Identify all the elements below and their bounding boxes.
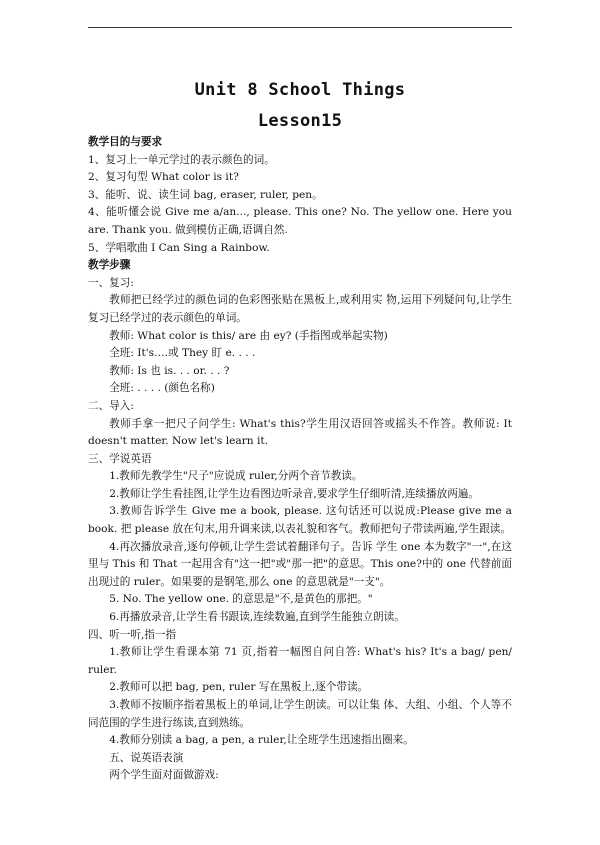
paragraph: 2.教师让学生看挂图,让学生边看图边听录音,要求学生仔细听清,连续播放两遍。 — [109, 487, 479, 500]
paragraph: 教师: Is 也 is. . . or. . . ? — [109, 364, 230, 377]
lesson-title: Lesson15 — [257, 111, 343, 131]
document-title: Unit 8 School Things — [194, 80, 406, 100]
document-body — [88, 134, 512, 785]
paragraph: 1、复习上一单元学过的表示颜色的词。 — [88, 153, 275, 166]
header-rule — [88, 27, 512, 28]
paragraph: 四、听一听,指一指 — [88, 628, 177, 641]
paragraph: 三、学说英语 — [88, 452, 152, 465]
paragraph: 一、复习: — [88, 276, 134, 289]
paragraph: 教师: What color is this/ are 由 ey? (手指图或举起实物) — [109, 329, 388, 342]
paragraph: 6.再播放录音,让学生看书跟读,连续数遍,直到学生能独立朗读。 — [109, 611, 405, 624]
paragraph: 二、导入: — [88, 399, 134, 412]
paragraph: 2.教师可以把 bag, pen, ruler 写在黑板上,逐个带读。 — [109, 681, 369, 694]
paragraph: 4、能听懂会说 Give me a/an..., please. This one? No. The yellow one. Here you are. Thank you. 做到模仿正确,语调自然. — [88, 206, 512, 236]
paragraph: 教师把已经学过的颜色词的色彩图张贴在黑板上,或利用实 物,运用下列疑问句,让学生复习已经学过的表示颜色的单词。 — [88, 294, 512, 324]
paragraph: 两个学生面对面做游戏: — [109, 769, 219, 782]
paragraph: 1.教师让学生看课本第 71 页,指着一幅图自问自答: What's his? It's a bag/ pen/ ruler. — [88, 646, 512, 676]
paragraph: 全班: It's.…或 They 盯 e. . . . — [109, 347, 256, 360]
paragraph: 1.教师先教学生"尺子"应说成 ruler,分两个音节教读。 — [109, 470, 363, 483]
paragraph: 5、学唱歌曲 I Can Sing a Rainbow. — [88, 241, 270, 254]
paragraph: 五、说英语表演 — [109, 751, 184, 764]
paragraph: 全班: . . . . (颜色名称) — [109, 382, 215, 395]
paragraph: 3.教师告诉学生 Give me a book, please. 这句话还可以说成:Please give me a book. 把 please 放在句末,用升调来读,以表礼貌和客气。教师把句子带读两遍,学生跟读。 — [88, 505, 512, 536]
section-heading: 教学步骤 — [88, 259, 131, 272]
section-heading: 教学目的与要求 — [88, 136, 163, 148]
paragraph: 5. No. The yellow one. 的意思是"不,是黄色的那把。" — [109, 593, 373, 606]
paragraph: 2、复习句型 What color is it? — [88, 171, 239, 184]
paragraph: 4.再次播放录音,逐句停顿,让学生尝试着翻译句子。告诉 学生 one 本为数字"一",在这里与 This 和 That 一起用含有"这一把"或"那一把"的意思。This one?中的 one 代替前面出现过的 ruler。如果要的是钢笔,那么 one 的意思就是"一支"。 — [88, 540, 512, 588]
paragraph: 3、能听、说、读生词 bag, eraser, ruler, pen。 — [88, 188, 323, 201]
paragraph: 教师手拿一把尺子问学生: What's this?学生用汉语回答或摇头不作答。教师说: It doesn't matter. Now let's learn it. — [88, 417, 512, 448]
paragraph: 3.教师不按顺序指着黑板上的单词,让学生朗读。可以让集 体、大组、小组、个人等不同范围的学生进行练读,直到熟练。 — [88, 699, 512, 729]
paragraph: 4.教师分别读 a bag, a pen, a ruler,让全班学生迅速指出圈来。 — [109, 734, 414, 747]
